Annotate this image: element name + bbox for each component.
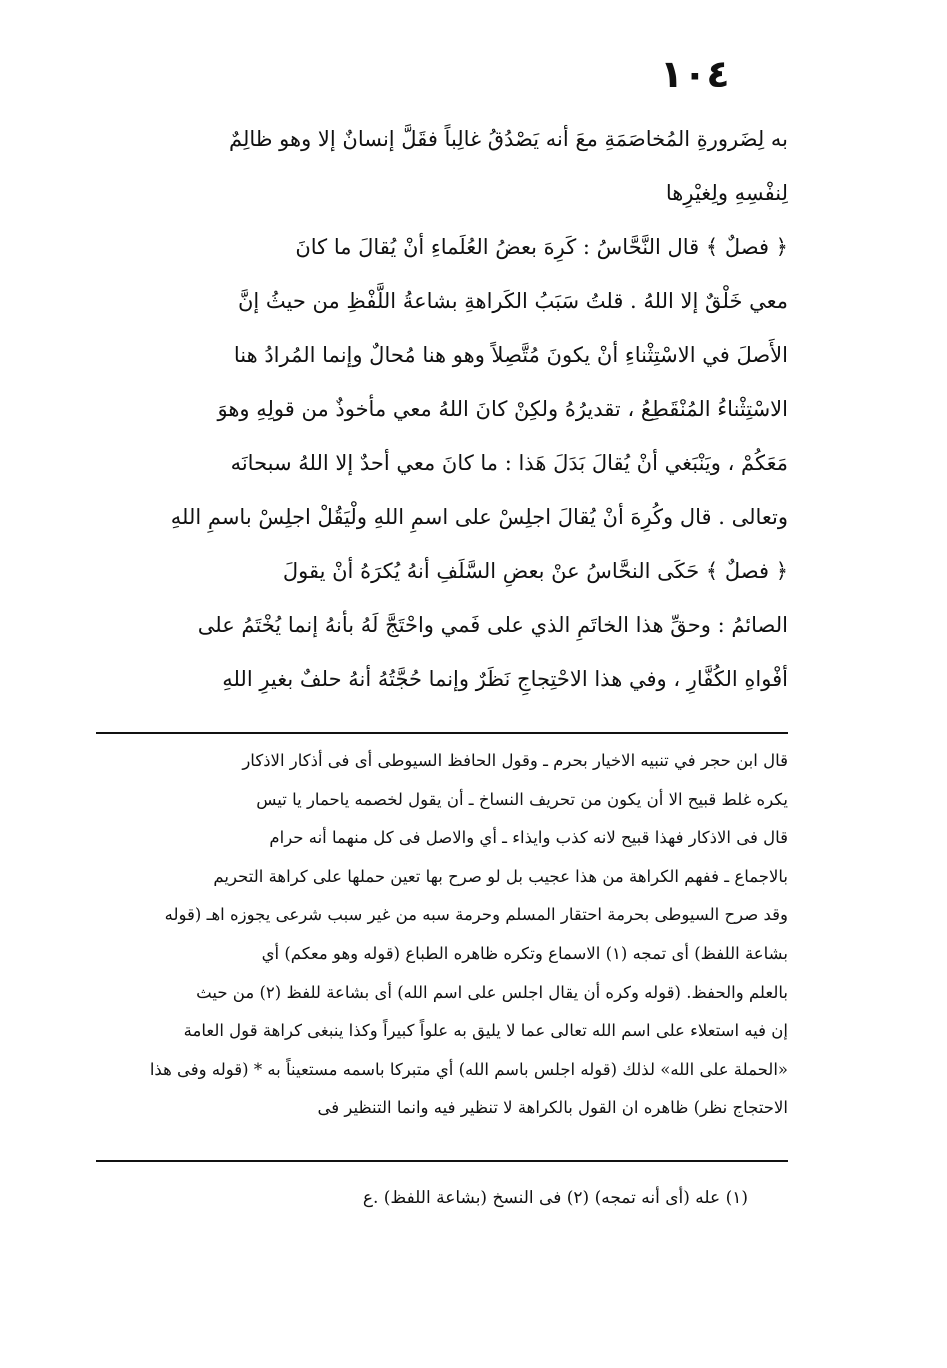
main-text-line: أفْواهِ الكُفَّارِ ، وفي هذا الاحْتِجاجِ نَظَرٌ وإنما حُجَّتُهُ أنهُ حلفٌ بغيرِ اللهِ	[222, 667, 788, 691]
main-text-line: الصائمُ : وحقِّ هذا الخاتَمِ الذي على فَمي واحْتَجَّ لَهُ بأنهُ إنما يُخْتَمُ على	[197, 613, 788, 637]
page-number: ١٠٤	[660, 52, 730, 96]
main-text-line: مَعَكُمْ ، ويَنْبَغي أنْ يُقالَ بَدَلَ هَذا : ما كانَ معي أحدٌ إلا اللهُ سبحانَه	[230, 451, 788, 475]
commentary-line: إن فيه استعلاء على اسم الله تعالى عما لا يليق به علواً كبيراً وكذا ينبغى كراهة قول العامة	[183, 1021, 788, 1041]
commentary-divider	[96, 732, 788, 734]
commentary-line: بالاجماع ـ ففهم الكراهة من هذا عجيب بل لو صرح بها تعين حملها على كراهة التحريم	[213, 866, 788, 886]
commentary	[98, 742, 788, 1128]
commentary-line: وقد صرح السيوطى بحرمة احتقار المسلم وحرمة سبه من غير سبب شرعى يجوزه اهـ (قوله	[164, 905, 788, 925]
main-text-line: معي خَلْقٌ إلا اللهُ . قلتُ سَبَبُ الكَراهةِ بشاعةُ اللَّفْظِ من حيثُ إنَّ	[237, 289, 788, 313]
main-text-line: ﴿ فصلٌ ﴾ قال النَّحَّاسُ : كَرِهَ بعضُ العُلَماءِ أنْ يُقالَ ما كانَ	[295, 235, 788, 259]
main-text-line: الأَصلَ في الاسْتِثْناءِ أنْ يكونَ مُتَّصِلاً وهو هنا مُحالٌ وإنما المُرادُ هنا	[233, 343, 788, 367]
main-text-line: وتعالى . قال وكُرِهَ أنْ يُقالَ اجلِسْ على اسمِ اللهِ ولْيَقُلْ اجلِسْ باسمِ اللهِ	[170, 505, 788, 529]
commentary-line: بشاعة اللفظ) أى تمجه (١) الاسماع وتكره ظاهره الطباع (قوله وهو معكم) أي	[261, 943, 788, 963]
commentary-line: الاحتجاج نظر) ظاهره ان القول بالكراهة لا تنظير فيه وانما التنظير فى	[317, 1098, 788, 1118]
commentary-line: يكره غلط قبيح الا أن يكون من تحريف النساخ ـ أن يقول لخصمه ياحمار يا تيس	[256, 789, 788, 809]
footnote-divider	[96, 1160, 788, 1162]
commentary-line: قال فى الاذكار فهذا قبيح لانه كذب وايذاء ـ أي والاصل فى كل منهما أنه حرام	[269, 828, 788, 848]
main-text-line: به لِضَرورةِ المُخاصَمَةِ معَ أنه يَصْدُقُ غالِباً فقَلَّ إنسانٌ إلا وهو ظالِمٌ	[229, 127, 788, 151]
main-text-line: لِنفْسِهِ ولِغيْرِها	[665, 181, 788, 205]
footnote: (١) عله (أى أنه تمجه) (٢) فى النسخ (بشاعة اللفظ) .ع	[362, 1188, 748, 1208]
commentary-line: قال ابن حجر في تنبيه الاخيار بحرم ـ وقول الحافظ السيوطى أى فى أذكار الاذكار	[242, 751, 788, 770]
commentary-line: بالعلم والحفظ. (قوله وكره أن يقال اجلس على اسم الله) أى بشاعة للفظ (٢) من حيث	[196, 982, 788, 1002]
main-text-line: الاسْتِثْناءُ المُنْقَطِعُ ، تقديرُهُ ولكِنْ كانَ اللهُ معي مأخوذٌ من قولِهِ وهوَ	[217, 397, 788, 421]
main-text-line: ﴿ فصلٌ ﴾ حَكَى النحَّاسُ عنْ بعضِ السَّلَفِ أنهُ يُكرَهُ أنْ يقولَ	[282, 559, 788, 583]
main-text	[98, 112, 788, 706]
commentary-line: «الحملة على الله» لذلك (قوله اجلس باسم الله) أي متبركا باسمه مستعيناً به * (قوله وفى هذا	[149, 1059, 788, 1079]
